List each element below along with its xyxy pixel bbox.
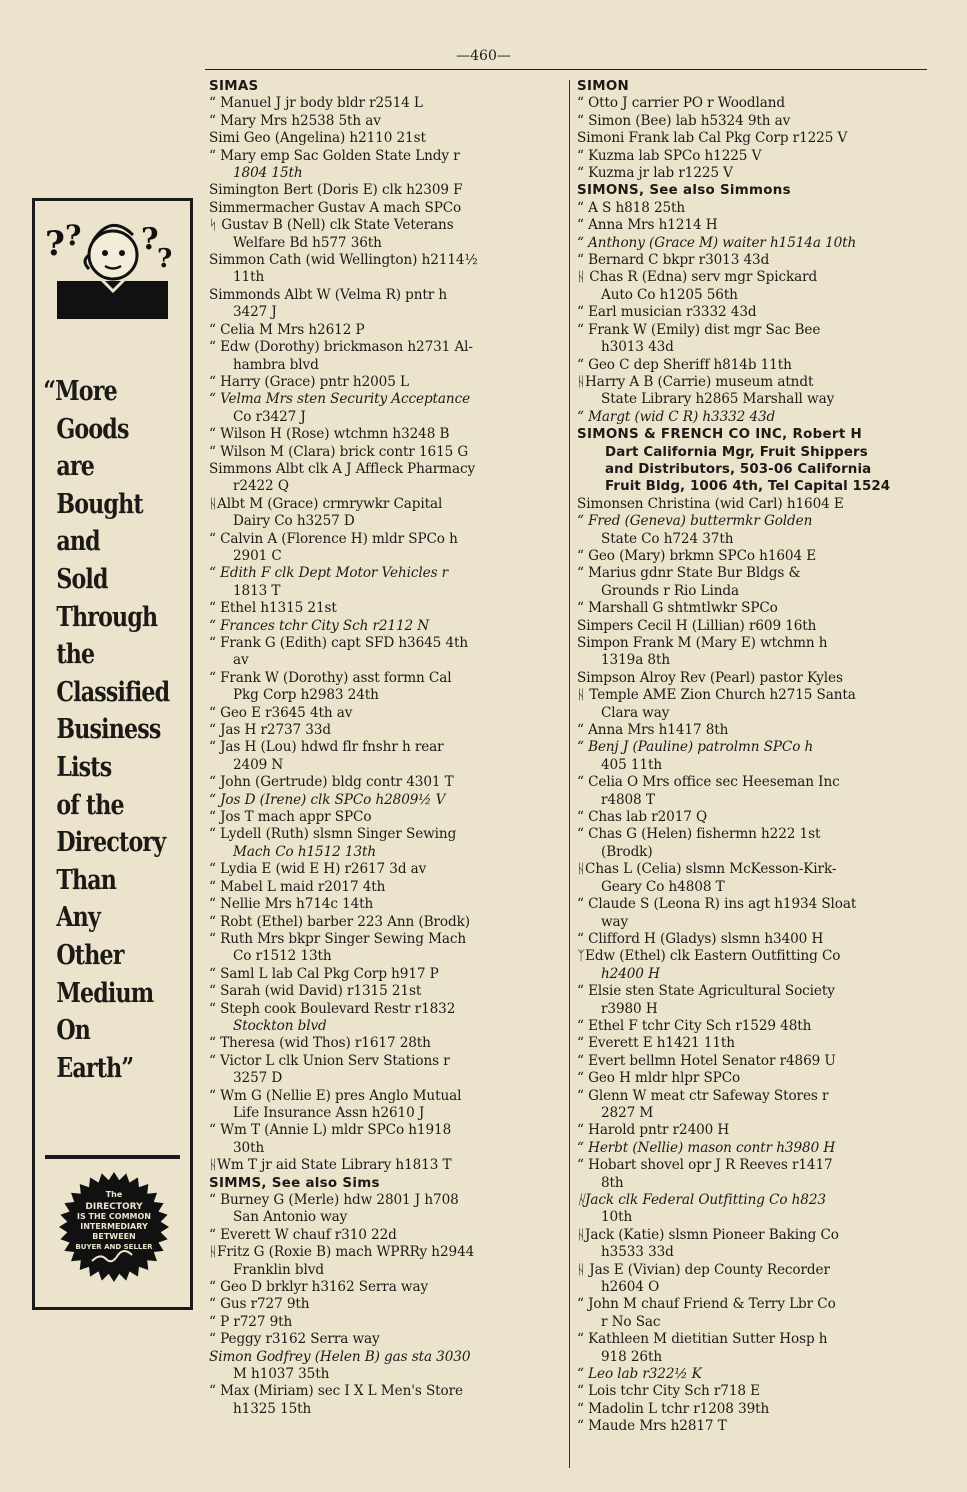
directory-entry: Grounds r Rio Linda [601,582,739,599]
directory-entry: Geary Co h4808 T [601,878,725,895]
directory-entry: Co r3427 J [233,408,306,425]
right-column [577,78,927,1436]
directory-entry: 2827 M [601,1104,654,1121]
seal-text-line: IS THE COMMON [76,1212,152,1221]
directory-entry: r No Sac [601,1313,661,1330]
directory-entry: “ Edith F clk Dept Motor Vehicles r [209,565,449,582]
directory-entry: Simington Bert (Doris E) clk h2309 F [209,182,463,199]
directory-entry: “ Lydia E (wid E H) r2617 3d av [209,861,427,878]
directory-entry: “ Madolin L tchr r1208 39th [577,1400,770,1417]
directory-entry: Co r1512 13th [233,948,332,965]
directory-entry: “ Frank W (Dorothy) asst formn Cal [209,669,452,686]
slogan-line: “More [43,376,117,407]
directory-entry: h2604 O [601,1279,660,1296]
directory-entry: h3013 43d [601,339,674,356]
directory-entry: “ Geo E r3645 4th av [209,704,353,721]
directory-entry: State Library h2865 Marshall way [601,391,835,408]
directory-entry: av [233,652,249,669]
seal-text-line: BETWEEN [92,1232,136,1241]
directory-entry: 11th [233,269,265,286]
svg-text:?: ? [141,222,159,257]
directory-entry: Clara way [601,704,670,721]
directory-entry: “ Mary emp Sac Golden State Lndy r [209,147,460,164]
directory-entry: “ Jas H r2737 33d [209,722,332,739]
left-column [209,78,563,1418]
directory-entry: ᚺ Temple AME Zion Church h2715 Santa [577,687,856,704]
section-heading: SIMONS & FRENCH CO INC, Robert H [577,427,862,443]
directory-entry: Simoni Frank lab Cal Pkg Corp r1225 V [577,130,848,147]
slogan-line: On [56,1015,91,1047]
directory-entry: “ Celia M Mrs h2612 P [209,321,365,338]
slogan-line: are [56,451,94,483]
svg-text:?: ? [45,224,65,264]
directory-entry: “ Ethel F tchr City Sch r1529 48th [577,1017,812,1034]
directory-entry: “ Bernard C bkpr r3013 43d [577,252,770,269]
directory-entry: Fruit Bldg, 1006 4th, Tel Capital 1524 [605,479,891,495]
sidebar-ad [32,198,193,1310]
slogan-line: Classified [56,676,170,708]
directory-entry: 3257 D [233,1070,283,1087]
header-rule [205,69,927,70]
seal-text-line: INTERMEDIARY [80,1222,148,1231]
directory-entry: “ Geo D brklyr h3162 Serra way [209,1279,429,1296]
directory-entry: “ Lydell (Ruth) slsmn Singer Sewing [209,826,457,843]
directory-entry: Mach Co h1512 13th [233,843,377,860]
directory-entry: “ Mary Mrs h2538 5th av [209,112,381,129]
directory-entry: “ Ethel h1315 21st [209,600,337,617]
directory-entry: “ Marius gdnr State Bur Bldgs & [577,565,801,582]
section-heading: SIMONS, See also Simmons [577,183,791,199]
slogan-line: of the [56,789,124,821]
directory-entry: ᚺWm T jr aid State Library h1813 T [209,1157,452,1174]
directory-entry: “ Harry (Grace) pntr h2005 L [209,373,409,390]
column-divider [569,80,570,1468]
directory-entry: “ John (Gertrude) bldg contr 4301 T [209,774,454,791]
slogan-line: Medium [56,977,154,1009]
directory-entry: 918 26th [601,1348,662,1365]
section-heading: SIMAS [209,79,259,94]
directory-entry: ᚺChas L (Celia) slsmn McKesson-Kirk- [577,861,837,878]
directory-entry: r2422 Q [233,478,289,495]
directory-entry: “ Edw (Dorothy) brickmason h2731 Al- [209,339,473,356]
directory-entry: “ Harold pntr r2400 H [577,1122,730,1139]
slogan-line: and [56,526,100,558]
directory-entry: “ Leo lab r322½ K [577,1366,702,1383]
directory-entry: “ Sarah (wid David) r1315 21st [209,983,422,1000]
directory-entry: Simi Geo (Angelina) h2110 21st [209,130,426,147]
directory-entry: 10th [601,1209,633,1226]
directory-entry: “ Burney G (Merle) hdw 2801 J h708 [209,1192,459,1208]
seal-text-line: The [105,1190,123,1199]
directory-entry: 1804 15th [233,165,303,182]
question-mascot-icon [45,209,180,321]
directory-seal-icon [58,1171,170,1283]
directory-entry: “ Ruth Mrs bkpr Singer Sewing Mach [209,930,467,947]
directory-entry: “ Mabel L maid r2017 4th [209,878,386,895]
directory-entry: h2400 H [601,965,660,982]
directory-entry: “ Elsie sten State Agricultural Society [577,983,835,1000]
directory-entry: 2409 N [233,756,284,773]
directory-entry: Simmonds Albt W (Velma R) pntr h [209,286,448,303]
directory-entry: “ Everett E h1421 11th [577,1035,735,1052]
directory-entry: 1319a 8th [601,652,670,669]
directory-entry: “ Frank W (Emily) dist mgr Sac Bee [577,321,821,338]
seal-text-line: BUYER AND SELLER [75,1243,153,1251]
directory-entry: “ Geo C dep Sheriff h814b 11th [577,356,792,373]
page-number: —460— [456,48,511,64]
directory-entry: “ Calvin A (Florence H) mldr SPCo h [209,530,458,547]
directory-entry: and Distributors, 503-06 California [605,461,872,477]
directory-entry: Simpson Alroy Rev (Pearl) pastor Kyles [577,669,843,686]
slogan-line: Goods [56,413,129,445]
directory-entry: “ Wm T (Annie L) mldr SPCo h1918 [209,1122,452,1139]
directory-entry: “ Celia O Mrs office sec Heeseman Inc [577,774,840,791]
directory-entry: “ Maude Mrs h2817 T [577,1418,727,1435]
slogan [35,373,190,1087]
directory-entry: Pkg Corp h2983 24th [233,687,379,704]
directory-entry: “ John M chauf Friend & Terry Lbr Co [577,1296,836,1313]
directory-entry: Welfare Bd h577 36th [233,234,382,251]
section-heading: SIMMS, See also Sims [209,1175,380,1191]
directory-entry: Simpon Frank M (Mary E) wtchmn h [577,635,828,651]
directory-entry: San Antonio way [233,1209,348,1226]
directory-entry: “ Velma Mrs sten Security Acceptance [209,391,471,408]
directory-entry: “ Wm G (Nellie E) pres Anglo Mutual [209,1087,462,1104]
directory-entry: “ Kathleen M dietitian Sutter Hosp h [577,1331,828,1348]
directory-entry: Auto Co h1205 56th [601,286,738,303]
directory-entry: State Co h724 37th [601,530,734,547]
directory-entry: “ Marshall G shtmtlwkr SPCo [577,600,778,617]
directory-entry: “ Wilson M (Clara) brick contr 1615 G [209,443,469,460]
slogan-line: Through [56,601,158,633]
directory-entry: 8th [601,1174,624,1191]
slogan-line: Earth” [56,1052,134,1084]
directory-entry: 405 11th [601,756,662,773]
directory-entry: “ A S h818 25th [577,199,686,216]
slogan-line: Than [56,864,117,896]
directory-entry: “ Max (Miriam) sec I X L Men's Store [209,1383,463,1400]
directory-entry: “ Manuel J jr body bldr r2514 L [209,95,423,112]
directory-entry: Simon Godfrey (Helen B) gas sta 3030 [209,1348,471,1365]
directory-entry: “ Wilson H (Rose) wtchmn h3248 B [209,426,450,443]
directory-entry: “ Herbt (Nellie) mason contr h3980 H [577,1139,836,1156]
directory-entry: hambra blvd [233,356,319,373]
directory-entry: “ Frank G (Edith) capt SFD h3645 4th [209,635,469,651]
directory-entry: 2901 C [233,547,282,564]
svg-text:?: ? [157,244,173,274]
directory-entry: Simmermacher Gustav A mach SPCo [209,199,462,216]
seal-text-line: DIRECTORY [85,1202,143,1212]
directory-entry: “ Chas lab r2017 Q [577,809,708,826]
directory-entry: Stockton blvd [233,1017,327,1034]
slogan-line: Business [56,714,161,746]
directory-entry: “ Simon (Bee) lab h5324 9th av [577,112,791,129]
directory-entry: “ Anthony (Grace M) waiter h1514a 10th [577,234,857,251]
section-heading: SIMON [577,79,630,94]
directory-entry: h3533 33d [601,1244,674,1261]
directory-entry: “ Margt (wid C R) h3332 43d [577,408,776,425]
slogan-line: Lists [56,751,112,783]
directory-entry: 1813 T [233,582,281,599]
directory-entry: ᚺAlbt M (Grace) crmrywkr Capital [209,495,443,512]
directory-entry: “ Kuzma jr lab r1225 V [577,165,733,182]
directory-entry: “ Steph cook Boulevard Restr r1832 [209,1000,456,1017]
slogan-line: Any [56,902,101,934]
directory-entry: 3427 J [233,304,277,321]
directory-entry: “ Gus r727 9th [209,1296,310,1313]
directory-entry: Franklin blvd [233,1261,324,1278]
directory-entry: 30th [233,1139,265,1156]
slogan-line: Sold [56,563,108,595]
directory-entry: “ Anna Mrs h1214 H [577,217,718,234]
directory-entry: M h1037 35th [233,1366,330,1383]
directory-entry: ᚺHarry A B (Carrie) museum atndt [577,373,814,390]
directory-entry: “ Saml L lab Cal Pkg Corp h917 P [209,965,439,982]
directory-entry: “ Glenn W meat ctr Safeway Stores r [577,1087,829,1104]
directory-entry: “ Otto J carrier PO r Woodland [577,95,786,112]
svg-text:?: ? [65,219,82,252]
directory-entry: “ Nellie Mrs h714c 14th [209,896,374,913]
directory-entry: “ Anna Mrs h1417 8th [577,722,729,739]
directory-entry: “ Lois tchr City Sch r718 E [577,1383,760,1400]
directory-entry: “ Evert bellmn Hotel Senator r4869 U [577,1052,836,1069]
directory-entry: “ Hobart shovel opr J R Reeves r1417 [577,1157,833,1174]
directory-entry: ᚺJack clk Federal Outfitting Co h823 [577,1192,826,1208]
directory-entry: Simpers Cecil H (Lillian) r609 16th [577,617,817,634]
directory-entry: “ Earl musician r3332 43d [577,304,757,321]
directory-entry: “ Theresa (wid Thos) r1617 28th [209,1035,431,1052]
directory-entry: “ Fred (Geneva) buttermkr Golden [577,513,813,530]
directory-entry: “ Clifford H (Gladys) slsmn h3400 H [577,930,824,947]
directory-entry: r3980 H [601,1000,658,1017]
sidebar-rule [45,1155,180,1159]
directory-entry: “ Benj J (Pauline) patrolmn SPCo h [577,739,814,756]
directory-entry: “ Jos T mach appr SPCo [209,809,372,826]
directory-entry: Simonsen Christina (wid Carl) h1604 E [577,495,844,512]
directory-entry: “ Victor L clk Union Serv Stations r [209,1052,450,1069]
directory-entry: “ P r727 9th [209,1313,293,1330]
slogan-line: Other [56,939,124,971]
slogan-line: Bought [56,488,143,520]
slogan-line: the [56,639,95,671]
directory-entry: “ Geo (Mary) brkmn SPCo h1604 E [577,547,817,564]
directory-entry: “ Frances tchr City Sch r2112 N [209,617,430,634]
directory-entry: Dart California Mgr, Fruit Shippers [605,444,868,460]
directory-entry: “ Jos D (Irene) clk SPCo h2809½ V [209,791,446,808]
directory-entry: “ Geo H mldr hlpr SPCo [577,1070,741,1087]
directory-entry: Simmons Albt clk A J Affleck Pharmacy [209,460,476,477]
slogan-line: Directory [56,827,166,859]
directory-entry: “ Jas H (Lou) hdwd flr fnshr h rear [209,739,444,756]
directory-entry: r4808 T [601,791,655,808]
directory-entry: Life Insurance Assn h2610 J [233,1104,425,1121]
directory-entry: (Brodk) [601,843,653,860]
directory-entry: Dairy Co h3257 D [233,513,355,530]
directory-entry: “ Robt (Ethel) barber 223 Ann (Brodk) [209,913,470,930]
directory-entry: “ Everett W chauf r310 22d [209,1226,397,1243]
directory-entry: ᚺ Chas R (Edna) serv mgr Spickard [577,269,818,286]
directory-entry: ᛋ Gustav B (Nell) clk State Veterans [209,217,454,234]
directory-entry: “ Claude S (Leona R) ins agt h1934 Sloat [577,896,857,913]
directory-entry: way [601,913,629,930]
directory-entry: “ Peggy r3162 Serra way [209,1331,380,1348]
directory-entry: ᚺ Jas E (Vivian) dep County Recorder [577,1261,830,1278]
directory-entry: h1325 15th [233,1400,312,1417]
directory-entry: ᚺFritz G (Roxie B) mach WPRRy h2944 [209,1244,475,1261]
directory-entry: ᚺJack (Katie) slsmn Pioneer Baking Co [577,1226,839,1243]
directory-entry: “ Kuzma lab SPCo h1225 V [577,147,762,164]
directory-entry: Simmon Cath (wid Wellington) h2114½ [209,252,478,269]
directory-entry: “ Chas G (Helen) fishermn h222 1st [577,826,821,843]
directory-entry: ᛉEdw (Ethel) clk Eastern Outfitting Co [577,948,841,965]
